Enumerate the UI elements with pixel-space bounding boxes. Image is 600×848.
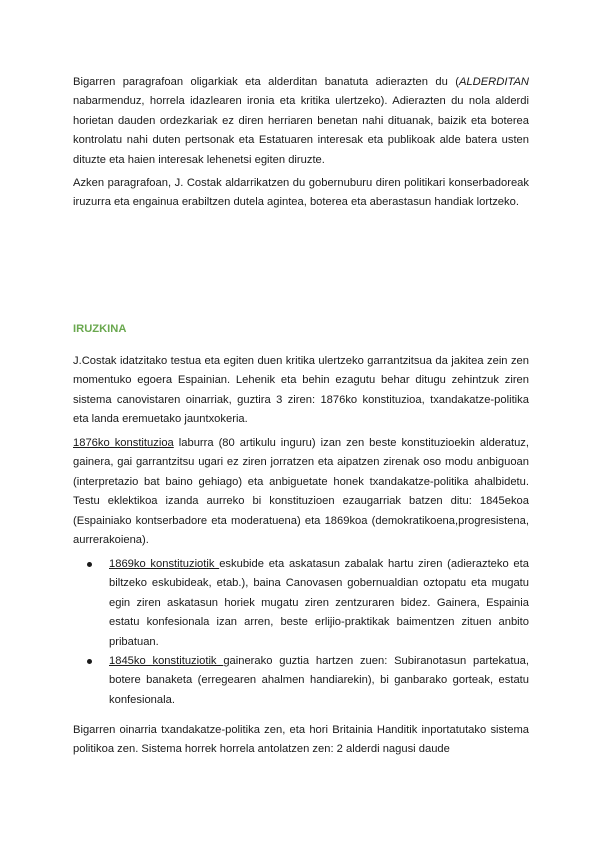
- paragraph-constitution: [73, 434, 529, 550]
- paragraph-oligarchy-continuation: nabarmenduz, horrela idazlearen ironia eta kritika ulertzeko). Adierazten du nola alderdi horietan dauden ordezkariak ez diren herriaren benetan nahi dituanak, baizik eta boterea kontrolatu nahi duten pertsonak eta Estatuaren interesak eta publikoak alde batera usten dituzte eta haien interesak lehenetsi egiten diruzte.: [73, 95, 529, 166]
- bullet-text: eskubide eta askatasun zabalak hartu ziren (adierazteko eta biltzeko eskubideak, etab.), baina Canovasen gobernualdian oztopatu eta mugatu egin ziren askatasun horiek mugatu ziren zentzuraren bidez. Gainera, Espainia estatu konfesionala izan arren, beste erlijio-praktikak baimentzen zituen anbito pribatuan.: [109, 558, 529, 648]
- section-heading: IRUZKINA: [73, 323, 127, 335]
- paragraph-oligarchy: [73, 73, 529, 170]
- paragraph-constitution-text: laburra (80 artikulu inguru) izan zen beste konstituzioekin alderatuz, gainera, gai garrantzitsu ugari ez ziren jorratzen eta aipatzen zirenak oso modu anbiguoan (interpretazio bat baino gehiago) eta anbiguetate honek txandakatze-politika ahalbidetu. Testu eklektikoa izanda aurreko bi konstituzioen ezaugarriak batzen ditu: 1845ekoa (Espainiako kontserbadore eta moderatuena) eta 1869koa (demokratikoena,progresistena, aurrerakoiena).: [73, 437, 530, 547]
- paragraph-closing: Bigarren oinarria txandakatze-politika zen, eta hori Britainia Handitik inportatutako sistema politikoa zen. Sistema horrek horrela antolatzen zen: 2 alderdi nagusi daude: [73, 724, 529, 756]
- bullet-text: gainerako guztia hartzen zuen: Subiranotasun partekatua, botere banaketa (erregearen ahalmen handiarekin), bi ganbarako gorteak, estatu konfesionala.: [109, 655, 530, 706]
- paragraph-intro: J.Costak idatzitako testua eta egiten duen kritika ulertzeko garrantzitsua da jakitea zein zen momentuko egoera Espainian. Lehenik eta behin ezagutu behar ditugu zehintzuk ziren sistema canovistaren oinarriak, guztira 3 ziren: 1876ko konstituzioa, txandakatze-politika eta landa eremuetako jauntxokeria.: [73, 355, 529, 426]
- list-item: [73, 652, 529, 710]
- list-item: [73, 555, 529, 652]
- bullet-icon: [87, 562, 92, 567]
- constitution-1869-link: 1869ko konstituziotik: [109, 558, 220, 570]
- bullet-icon: [87, 659, 92, 664]
- emphasized-word: ALDERDITAN: [458, 76, 529, 88]
- constitution-1876-link: 1876ko konstituzioa: [73, 437, 174, 449]
- paragraph-final: Azken paragrafoan, J. Costak aldarrikatzen du gobernuburu diren politikari konserbadoreak iruzurra eta engainua erabiltzen dutela agintea, boterea eta aberastasun handiak lortzeko.: [73, 177, 529, 209]
- paragraph-oligarchy-text: Bigarren paragrafoan oligarkiak eta alderditan banatuta adierazten du (: [73, 76, 459, 88]
- constitution-bullet-list: [73, 555, 529, 710]
- constitution-1845-link: 1845ko konstituziotik: [109, 655, 224, 668]
